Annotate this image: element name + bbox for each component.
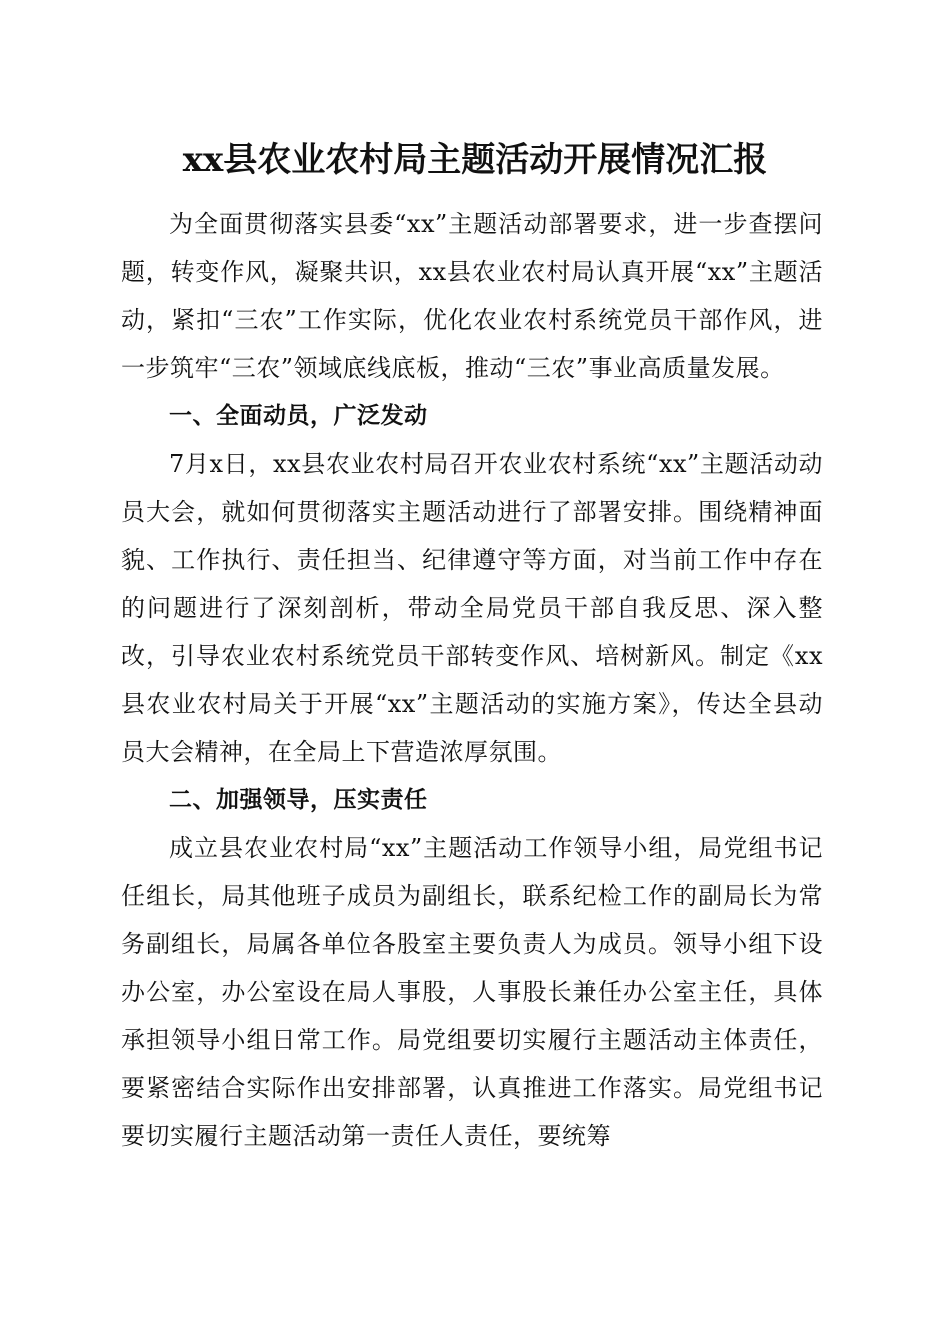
section-paragraph-1: 7月x日，xx县农业农村局召开农业农村系统“xx”主题活动动员大会，就如何贯彻落实主题活动进行了部署安排。围绕精神面貌、工作执行、责任担当、纪律遵守等方面，对当前工作中存在的问题进行了深刻剖析，带动全局党员干部自我反思、深入整改，引导农业农村系统党员干部转变作风、培树新风。制定《xx县农业农村局关于开展“xx”主题活动的实施方案》，传达全县动员大会精神，在全局上下营造浓厚氛围。	[121, 450, 823, 766]
document-title: xx县农业农村局主题活动开展情况汇报	[182, 140, 768, 180]
document-body	[121, 200, 823, 1160]
section-heading-2: 二、加强领导，压实责任	[169, 787, 428, 813]
section-paragraph-2: 成立县农业农村局“xx”主题活动工作领导小组，局党组书记任组长，局其他班子成员为副组长，联系纪检工作的副局长为常务副组长，局属各单位各股室主要负责人为成员。领导小组下设办公室，办公室设在局人事股，人事股长兼任办公室主任，具体承担领导小组日常工作。局党组要切实履行主题活动主体责任，要紧密结合实际作出安排部署，认真推进工作落实。局党组书记要切实履行主题活动第一责任人责任，要统筹	[121, 834, 823, 1150]
section-heading-1: 一、全面动员，广泛发动	[169, 403, 428, 429]
intro-paragraph: 为全面贯彻落实县委“xx”主题活动部署要求，进一步查摆问题，转变作风，凝聚共识，xx县农业农村局认真开展“xx”主题活动，紧扣“三农”工作实际，优化农业农村系统党员干部作风，进一步筑牢“三农”领域底线底板，推动“三农”事业高质量发展。	[121, 210, 823, 382]
